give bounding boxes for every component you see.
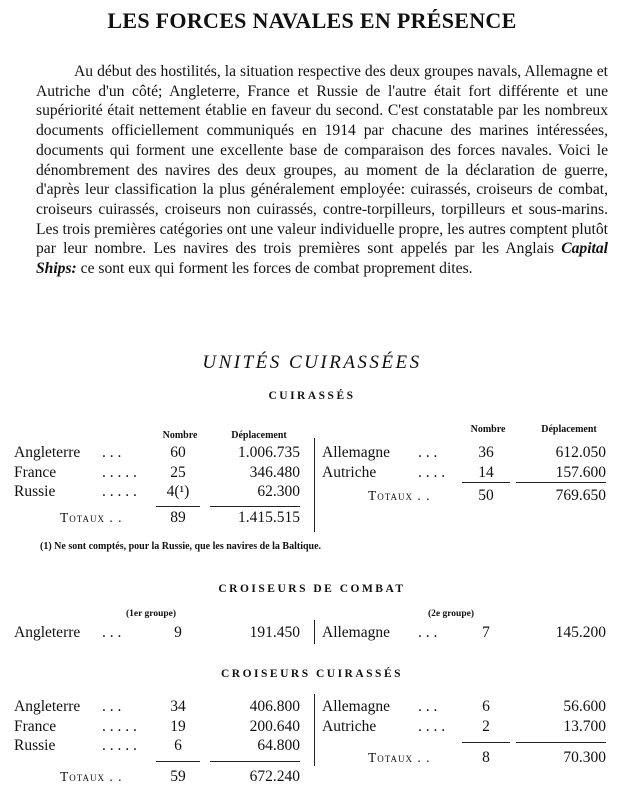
section-title: UNITÉS CUIRASSÉES [202,352,422,373]
country-name: Autriche [322,463,377,481]
displacement-value: 64.800 [257,737,300,754]
group-label-right: (2e groupe) [428,609,474,619]
leader-dots: . . . [418,624,438,641]
total-displacement: 1.415.515 [238,509,300,526]
displacement-value: 62.300 [257,483,300,500]
total-displacement: 769.650 [555,487,606,504]
displacement-value: 13.700 [563,717,606,735]
country-name: Russie [14,483,56,500]
croiseurs-cuirasses-heading: CROISEURS CUIRASSÉS [220,668,404,680]
total-count: 50 [478,487,494,504]
column-divider-3 [314,694,315,766]
column-divider-2 [314,620,315,644]
ship-count: 19 [170,717,186,735]
country-name: Autriche [322,717,377,735]
displacement-value: 406.800 [249,698,300,715]
total-rule [462,482,510,483]
ship-count: 4(¹) [166,483,190,500]
ship-count: 36 [478,444,494,461]
ship-count: 34 [170,698,186,715]
page-title: LES FORCES NAVALES EN PRÉSENCE [107,8,517,33]
country-name: France [14,717,57,735]
ship-count: 14 [478,463,494,481]
country-name: Angleterre [14,624,81,641]
croiseurs-combat-heading: CROISEURS DE COMBAT [218,583,406,595]
leader-dots: . . . [418,444,438,461]
total-label: Totaux . . [368,750,431,765]
ship-count: 6 [174,737,182,754]
leader-dots: . . . . . [102,463,137,481]
ship-count: 7 [482,624,490,641]
leader-dots: . . . . . [102,717,137,735]
country-name: Allemagne [322,698,391,715]
country-name: Allemagne [322,444,391,461]
displacement-value: 200.640 [249,717,300,735]
ship-count: 9 [174,624,182,641]
column-divider [314,438,315,532]
displacement-value: 56.600 [563,698,606,715]
leader-dots: . . . [102,444,122,461]
total-label: Totaux . . [368,488,431,503]
total-rule [210,506,300,507]
col-deplacement-left: Déplacement [231,430,287,441]
leader-dots: . . . [418,698,438,715]
total-rule [210,761,300,762]
total-label: Totaux . . [60,769,123,784]
col-nombre-right: Nombre [470,424,506,435]
total-count: 8 [482,749,490,766]
total-rule [516,482,606,483]
displacement-value: 612.050 [555,444,606,461]
country-name: Allemagne [322,624,391,641]
intro-text: Au début des hostilités, la situation respective des deux groupes navals, Allemagne et Autriche d'un côté; Angleterre, France et Russie de l'autre était fort différente et une supériorité était nettement établie en faveur du second. C'est constatable par les nombreux documents officiellement communiqués en 1914 par chacune des marines intéressées, documents qui forment une excellente base de comparaison des forces navales. Voici le dénombrement des navires des deux groupes, au moment de la déclaration de guerre, d'après leur classification la plus généralement employée: cuirassés, croiseurs de combat, croiseurs cuirassés, croiseurs non cuirassés, contre-torpilleurs, torpilleurs et sous-marins. Les trois premières catégories ont une valeur individuelle propre, les autres comptent plutôt par leur nombre. Les navires des trois premières sont appelés par les Anglais [36,63,608,258]
ship-count: 60 [170,444,186,461]
total-count: 59 [170,768,186,785]
col-deplacement-right: Déplacement [541,424,597,435]
ship-count: 25 [170,463,186,481]
total-count: 89 [170,509,186,526]
leader-dots: . . . . [418,463,446,481]
total-rule [156,761,200,762]
group-label-left: (1er groupe) [126,609,177,619]
cuirasses-heading: CUIRASSÉS [268,390,356,402]
total-rule [462,742,510,743]
country-name: Russie [14,737,56,754]
displacement-value: 191.450 [249,624,300,641]
intro-italic: Capital Ships: [36,240,608,278]
total-rule [516,742,606,743]
total-displacement: 70.300 [563,749,606,766]
country-name: Angleterre [14,698,81,715]
displacement-value: 145.200 [555,624,606,641]
country-name: France [14,463,57,481]
ship-count: 2 [482,717,490,735]
displacement-value: 346.480 [249,463,300,481]
intro-text-end: ce sont eux qui forment les forces de combat proprement dites. [76,260,473,278]
col-nombre-left: Nombre [162,430,198,441]
displacement-value: 1.006.735 [238,444,300,461]
total-rule [156,506,200,507]
total-label: Totaux . . [60,510,123,525]
ship-count: 6 [482,698,490,715]
footnote: (1) Ne sont comptés, pour la Russie, que les navires de la Baltique. [40,541,322,552]
leader-dots: . . . . . [102,737,137,754]
displacement-value: 157.600 [555,463,606,481]
leader-dots: . . . . [418,717,446,735]
leader-dots: . . . [102,698,122,715]
country-name: Angleterre [14,444,81,461]
total-displacement: 672.240 [249,768,300,785]
leader-dots: . . . [102,624,122,641]
leader-dots: . . . . . [102,483,137,500]
intro-paragraph [36,62,608,279]
